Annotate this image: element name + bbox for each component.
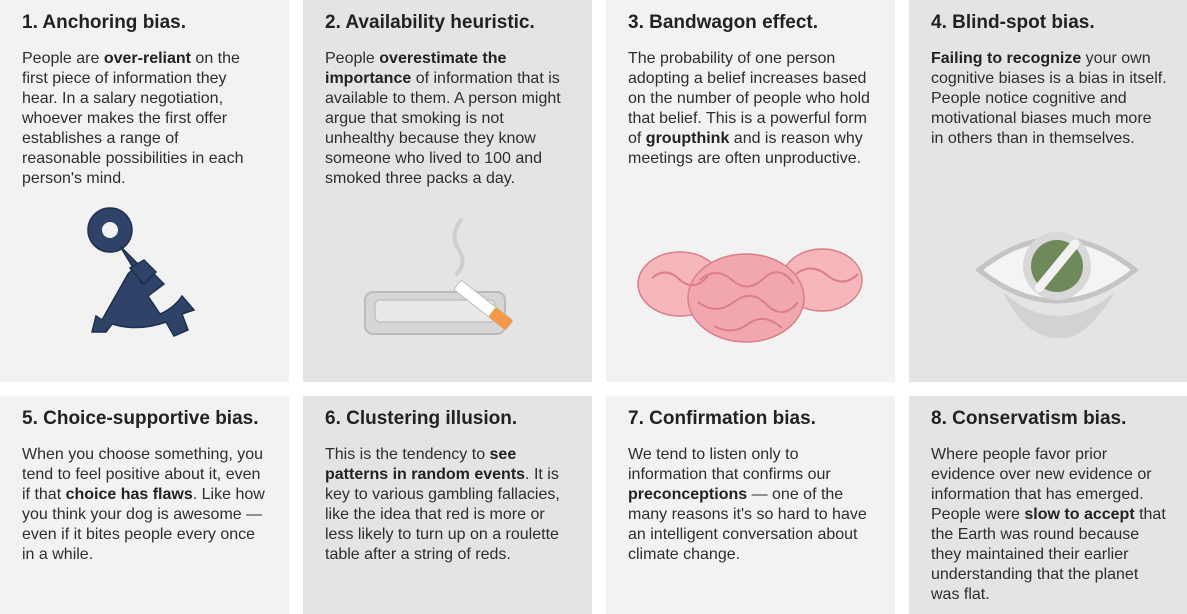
anchor-icon	[78, 200, 214, 348]
body-text: When you choose something, you tend to feel positive about it, even if that	[22, 446, 264, 503]
body-text: — one of the many reasons it's so hard to have an intelligent conversation about climate change.	[628, 486, 867, 563]
body-text: This is the tendency to	[325, 446, 490, 463]
card-title: 7. Confirmation bias.	[628, 408, 816, 429]
card-availability-heuristic	[303, 0, 592, 382]
card-conservatism-bias	[909, 396, 1187, 614]
card-blind-spot-bias	[909, 0, 1187, 382]
body-text: and is reason why meetings are often unproductive.	[628, 130, 863, 167]
card-title: 1. Anchoring bias.	[22, 12, 186, 33]
card-title: 2. Availability heuristic.	[325, 12, 535, 33]
emphasis-text: see patterns in random events	[325, 446, 526, 483]
card-text	[325, 445, 570, 565]
body-text: that the Earth was round because they maintained their earlier understanding that the planet was flat.	[931, 506, 1166, 603]
body-text: People are	[22, 50, 104, 67]
emphasis-text: groupthink	[645, 130, 730, 147]
emphasis-text: preconceptions	[628, 486, 748, 503]
body-text: . It is key to various gambling fallacies, like the idea that red is more or less likely to turn up on a roulette table after a string of reds.	[325, 466, 560, 563]
card-text	[22, 49, 254, 189]
card-title: 4. Blind-spot bias.	[931, 12, 1095, 33]
emphasis-text: overestimate the importance	[325, 50, 507, 87]
body-text: The probability of one person adopting a belief increases based on the number of people who hold that belief. This is a powerful form of	[628, 50, 870, 147]
card-text	[931, 49, 1167, 149]
card-title: 6. Clustering illusion.	[325, 408, 518, 429]
emphasis-text: over-reliant	[103, 50, 191, 67]
card-text	[628, 445, 873, 565]
card-text	[22, 445, 267, 565]
emphasis-text: Failing to recognize	[931, 50, 1082, 67]
card-clustering-illusion	[303, 396, 592, 614]
brains-icon	[636, 240, 866, 350]
body-text: of information that is available to them. A person might argue that smoking is not unhealthy because they know someone who lived to 100 and smoked three packs a day.	[325, 70, 561, 187]
card-anchoring-bias	[0, 0, 289, 382]
body-text: on the first piece of information they hear. In a salary negotiation, whoever makes the first offer establishes a range of reasonable possibilities in each person's mind.	[22, 50, 244, 187]
card-text	[931, 445, 1167, 605]
body-text: We tend to listen only to information that confirms our	[628, 446, 831, 483]
card-confirmation-bias	[606, 396, 895, 614]
ashtray-cigarette-icon	[361, 214, 526, 346]
body-text: . Like how you think your dog is awesome — even if it bites people every once in a while.	[22, 486, 265, 563]
card-choice-supportive-bias	[0, 396, 289, 614]
emphasis-text: choice has flaws	[65, 486, 193, 503]
body-text: your own cognitive biases is a bias in itself. People notice cognitive and motivational biases much more in others than in themselves.	[931, 50, 1167, 147]
body-text: People	[325, 50, 380, 67]
card-text	[628, 49, 873, 169]
card-title: 8. Conservatism bias.	[931, 408, 1127, 429]
body-text: Where people favor prior evidence over new evidence or information that has emerged. People were	[931, 446, 1152, 523]
card-title: 3. Bandwagon effect.	[628, 12, 819, 33]
card-text	[325, 49, 570, 189]
blind-eye-icon	[975, 222, 1139, 340]
card-bandwagon-effect	[606, 0, 895, 382]
card-title: 5. Choice-supportive bias.	[22, 408, 259, 429]
emphasis-text: slow to accept	[1024, 506, 1135, 523]
